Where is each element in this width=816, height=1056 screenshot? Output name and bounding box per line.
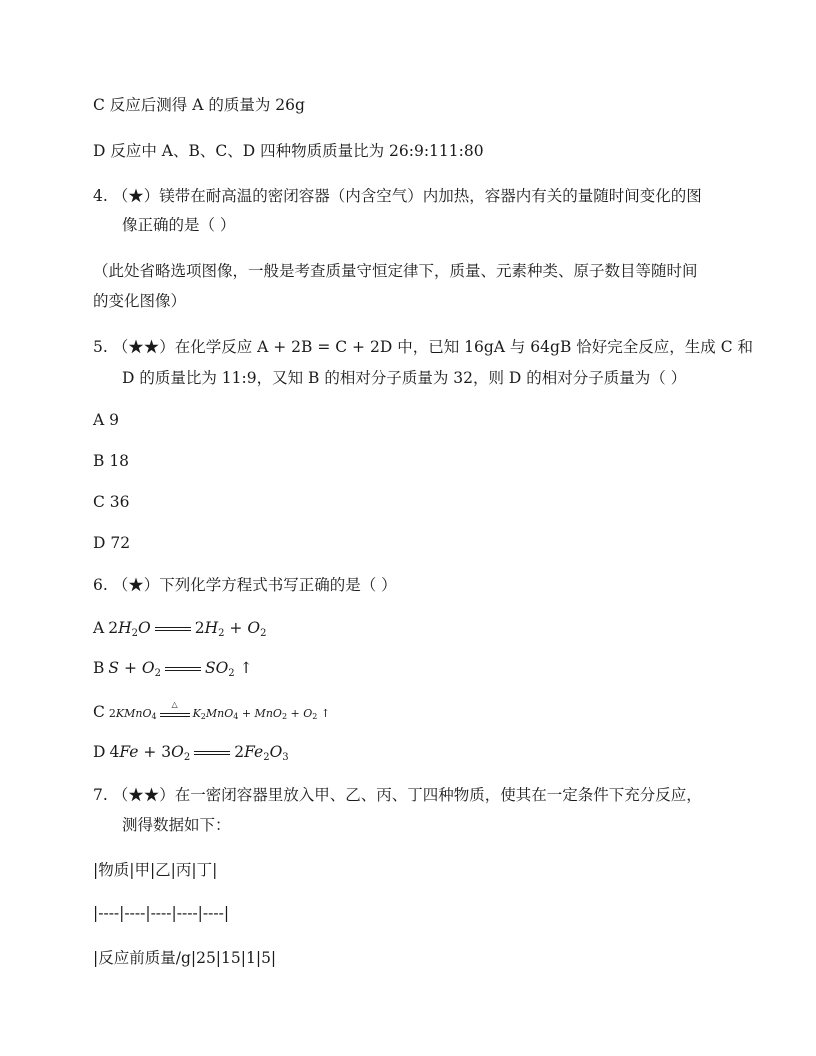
question-6-option-a: A $2H_2O$ $2H_2 + O_2$ — [93, 619, 267, 639]
option-letter: A — [93, 619, 105, 637]
note-line-2: 的变化图像） — [93, 292, 187, 310]
question-5-line-2: D 的质量比为 11:9，又知 B 的相对分子质量为 32，则 D 的相对分子质量为（ ） — [122, 369, 687, 387]
question-5-option-d: D 72 — [93, 534, 131, 552]
question-7-line-2: 测得数据如下： — [122, 816, 231, 834]
option-letter: C — [93, 703, 105, 721]
option-letter: D — [93, 743, 106, 761]
question-4-line-1: 4. （★）镁带在耐高温的密闭容器（内含空气）内加热，容器内有关的量随时间变化的图 — [93, 187, 702, 205]
question-4-line-2: 像正确的是（ ） — [122, 216, 236, 234]
table-header-row: |物质|甲|乙|丙|丁| — [93, 861, 218, 879]
question-5-option-b: B 18 — [93, 452, 130, 470]
question-6-option-d: D $4Fe + 3O_2$ $2Fe_2O_3$ — [93, 743, 289, 763]
question-7-line-1: 7. （★★）在一密闭容器里放入甲、乙、丙、丁四种物质，使其在一定条件下充分反应， — [93, 786, 702, 804]
option-c-text: C 反应后测得 A 的质量为 26g — [93, 96, 305, 114]
option-letter: B — [93, 659, 105, 677]
heat-triangle-icon: △ — [171, 700, 178, 709]
question-6-option-c: C 2KMnO$_4$ △ $K_2MnO_4 + MnO_2 + O_2$ ↑ — [93, 700, 331, 721]
question-6-text: 6. （★）下列化学方程式书写正确的是（ ） — [93, 576, 397, 594]
question-5-line-1: 5. （★★）在化学反应 A + 2B = C + 2D 中，已知 16gA 与 64gB 恰好完全反应，生成 C 和 — [93, 338, 753, 356]
question-6-option-b: B $S + O_2$ $SO_2$ ↑ — [93, 659, 253, 679]
table-separator-row: |----|----|----|----|----| — [93, 904, 230, 922]
equals-sign — [165, 663, 201, 675]
option-d-text: D 反应中 A、B、C、D 四种物质质量比为 26:9:111:80 — [93, 142, 484, 160]
table-data-row: |反应前质量/g|25|15|1|5| — [93, 949, 277, 967]
note-line-1: （此处省略选项图像，一般是考查质量守恒定律下，质量、元素种类、原子数目等随时间 — [93, 262, 698, 280]
heating-equals-sign — [160, 700, 190, 720]
question-5-option-a: A 9 — [93, 411, 119, 429]
equals-sign — [155, 623, 191, 635]
question-5-option-c: C 36 — [93, 493, 130, 511]
equals-sign — [194, 747, 230, 759]
